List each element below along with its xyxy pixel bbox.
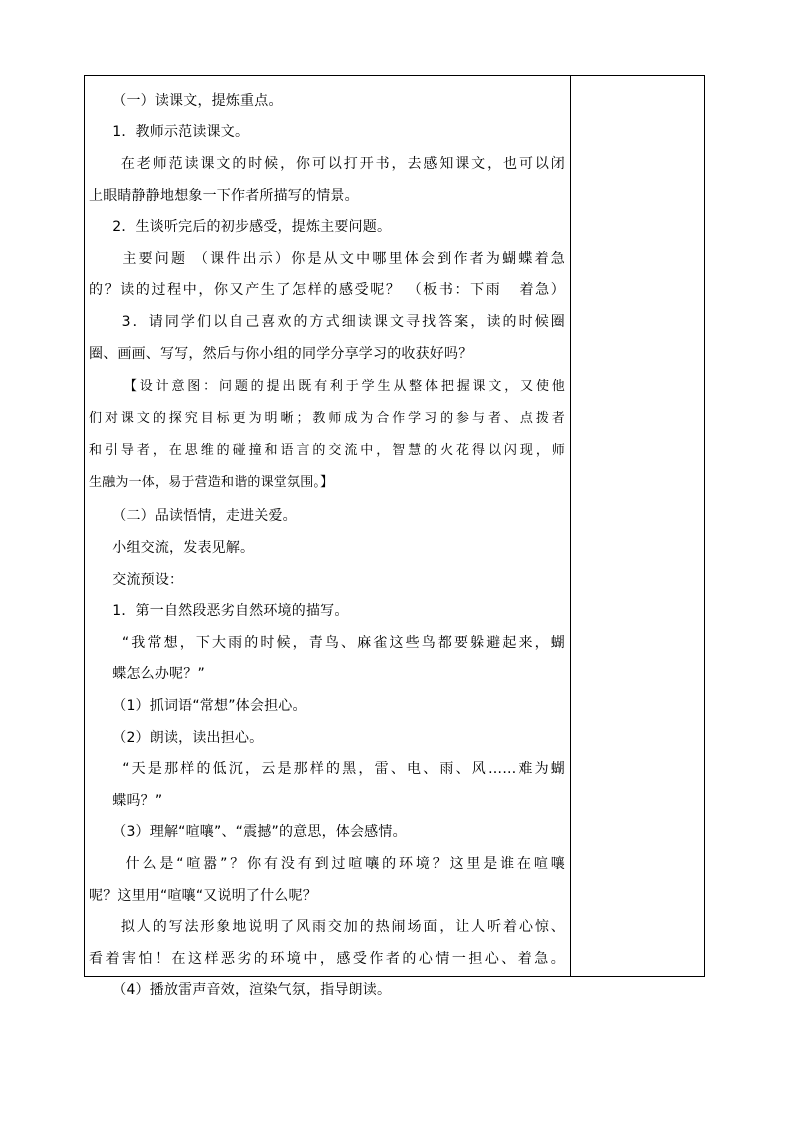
text-line: 1．第一自然段恶劣自然环境的描写。	[89, 603, 349, 619]
text-line: （3）理解“喧嚷”、“震撼”的意思，体会感情。	[89, 824, 407, 840]
text-line: （一）读课文，提炼重点。	[89, 93, 283, 109]
design-note-line: 和引导者，在思维的碰撞和语言的交流中，智慧的火花得以闪现，师	[89, 443, 565, 458]
text-line: 小组交流，发表见解。	[89, 540, 255, 556]
text-line: 3．请同学们以自己喜欢的方式细读课文寻找答案，读的时候圈	[89, 314, 565, 330]
design-note-line: 生融为一体，易于营造和谐的课堂氛围。】	[89, 475, 334, 490]
text-line: 1．教师示范读课文。	[89, 124, 250, 140]
text-line: 交流预设：	[89, 572, 184, 588]
text-line: 在老师范读课文的时候，你可以打开书，去感知课文，也可以闭	[89, 156, 565, 172]
text-line: 看着害怕！在这样恶劣的环境中，感受作者的心情一担心、着急。	[89, 951, 565, 967]
text-line: （4）播放雷声音效，渲染气氛，指导朗读。	[89, 982, 392, 998]
text-line: 蝶怎么办呢？”	[89, 666, 205, 682]
text-line: 2．生谈听完后的初步感受，提炼主要问题。	[89, 219, 392, 235]
text-line: 什么是“喧嚣”？你有没有到过喧嚷的环境？这里是谁在喧嚷	[89, 856, 565, 872]
text-line: “我常想，下大雨的时候，青鸟、麻雀这些鸟都要躲避起来，蝴	[89, 635, 565, 651]
text-line: （1）抓词语“常想”体会担心。	[89, 698, 307, 714]
design-note-line: 们对课文的探究目标更为明晰；教师成为合作学习的参与者、点拨者	[89, 411, 565, 426]
text-line: 上眼睛静静地想象一下作者所描写的情景。	[89, 188, 359, 204]
text-line: （2）朗读，读出担心。	[89, 730, 264, 746]
text-line: 的？读的过程中，你又产生了怎样的感受呢？ （板书：下雨 着急）	[89, 282, 565, 298]
text-line: （二）品读悟情，走进关爱。	[89, 508, 297, 524]
text-line: “天是那样的低沉，云是那样的黑，雷、电、雨、风……难为蝴	[89, 761, 565, 777]
text-line: 主要问题 （课件出示）你是从文中哪里体会到作者为蝴蝶着急	[89, 251, 565, 267]
lesson-table	[84, 75, 705, 977]
table-column-divider	[570, 75, 571, 977]
text-line: 呢？这里用“喧嚷“又说明了什么呢？	[89, 888, 317, 904]
text-line: 蝶吗？”	[89, 793, 163, 809]
design-note-line: 【设计意图：问题的提出既有利于学生从整体把握课文，又使他	[89, 379, 565, 394]
text-line: 拟人的写法形象地说明了风雨交加的热闹场面，让人听着心惊、	[89, 919, 565, 935]
text-line: 圈、画画、写写，然后与你小组的同学分享学习的收获好吗？	[89, 346, 473, 362]
